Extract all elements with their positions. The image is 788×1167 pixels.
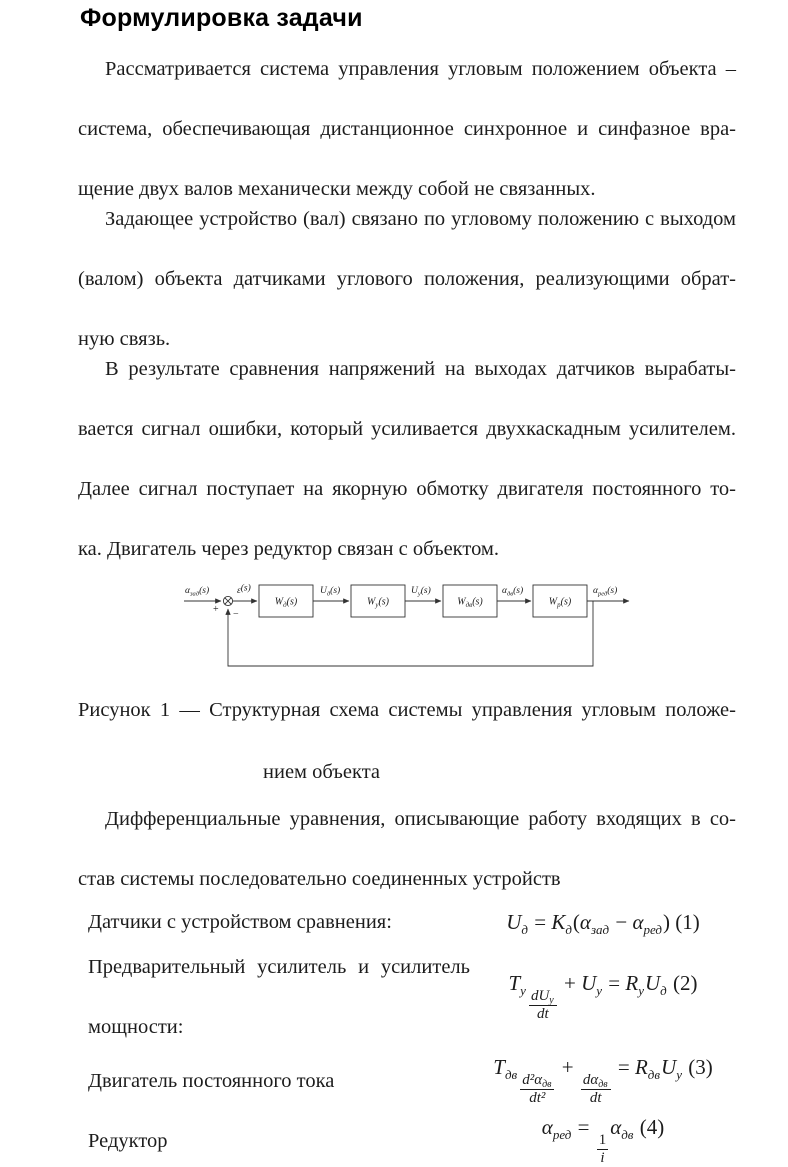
plus-sign: +	[213, 604, 219, 615]
block-label-wy: $W_у(s)$	[367, 597, 390, 610]
paragraph-line: Задающее устройство (вал) связано по угловому положению с выходом	[78, 204, 736, 264]
equation-row-1	[78, 907, 736, 937]
paragraph-line: щение двух валов механически между собой не связанных.	[78, 174, 736, 204]
paragraph-line: став системы последовательно соединенных устройств	[78, 864, 736, 894]
equation-label: Двигатель постоянного тока	[78, 1066, 470, 1096]
block-label-wd: $W_д(s)$	[275, 597, 298, 610]
paragraph-2	[78, 204, 736, 354]
paragraph-line: вается сигнал ошибки, который усиливается двухкаскадным усилителем.	[78, 414, 736, 474]
signal-label-uy: $U_у(s)$	[411, 585, 431, 598]
paragraph-line: Далее сигнал поступает на якорную обмотку двигателя постоянного то-	[78, 474, 736, 534]
equation-label	[78, 952, 470, 1042]
block-label-wdv: $W_{дв}(s)$	[457, 597, 483, 610]
equation-label-line: мощности:	[88, 1012, 470, 1042]
equation-row-4	[78, 1115, 736, 1167]
signal-label-input: $\alpha_{зад}(s)$	[185, 585, 209, 598]
paragraph-3	[78, 354, 736, 564]
equation-row-2	[78, 952, 736, 1042]
caption-line: нием объекта	[78, 757, 736, 788]
equation-3: $T_{дв}$ $\frac{d^2\alpha_{дв}}{\text{dt²}}$ + $\frac{d\alpha_{дв}}{dt}$ = $R_{дв}U_у$ (3)	[493, 1055, 712, 1108]
equations-intro	[78, 804, 736, 894]
caption-line: Рисунок 1 — Структурная схема системы управления угловым положе-	[78, 695, 736, 757]
equation-2: $T_у$ $\frac{dU_у}{dt}$ + $U_у = R_уU_д$ (2)	[508, 971, 697, 1024]
minus-sign: −	[233, 609, 239, 620]
paragraph-line: Дифференциальные уравнения, описывающие работу входящих в со-	[78, 804, 736, 864]
paragraph-1	[78, 54, 736, 204]
signal-label-ud: $U_д(s)$	[320, 585, 340, 598]
paragraph-line: ка. Двигатель через редуктор связан с объектом.	[78, 534, 736, 564]
signal-label-error: ε(s)	[237, 583, 251, 597]
equation-1: $U_д = K_д(\alpha_{зад} - \alpha_{ред})$ (1)	[506, 910, 700, 935]
paragraph-line: (валом) объекта датчиками углового положения, реализующими обрат-	[78, 264, 736, 324]
figure-caption	[78, 695, 736, 788]
paragraph-line: система, обеспечивающая дистанционное синхронное и синфазное вра-	[78, 114, 736, 174]
signal-label-adv: $\alpha_{дв}(s)$	[502, 585, 523, 598]
equation-row-3	[78, 1055, 736, 1108]
equation-label-line: Предварительный усилитель и усилитель	[88, 952, 470, 1012]
figure-1	[182, 571, 736, 678]
paragraph-line: В результате сравнения напряжений на выходах датчиков вырабаты-	[78, 354, 736, 414]
block-label-wr: $W_р(s)$	[549, 597, 572, 610]
equation-4: $\alpha_{ред}$ = $\frac{1}{i}$ $\alpha_{дв}$ (4)	[542, 1115, 664, 1167]
feedback-line	[228, 601, 593, 666]
equation-label: Датчики с устройством сравнения:	[78, 907, 470, 937]
paragraph-line: ную связь.	[78, 324, 736, 354]
paragraph-line: Рассматривается система управления угловым положением объекта –	[78, 54, 736, 114]
block-diagram	[182, 571, 634, 673]
signal-label-output: $\alpha_{ред}(s)$	[593, 585, 617, 598]
page-title: Формулировка задачи	[80, 4, 736, 33]
equation-label: Редуктор	[78, 1126, 470, 1156]
